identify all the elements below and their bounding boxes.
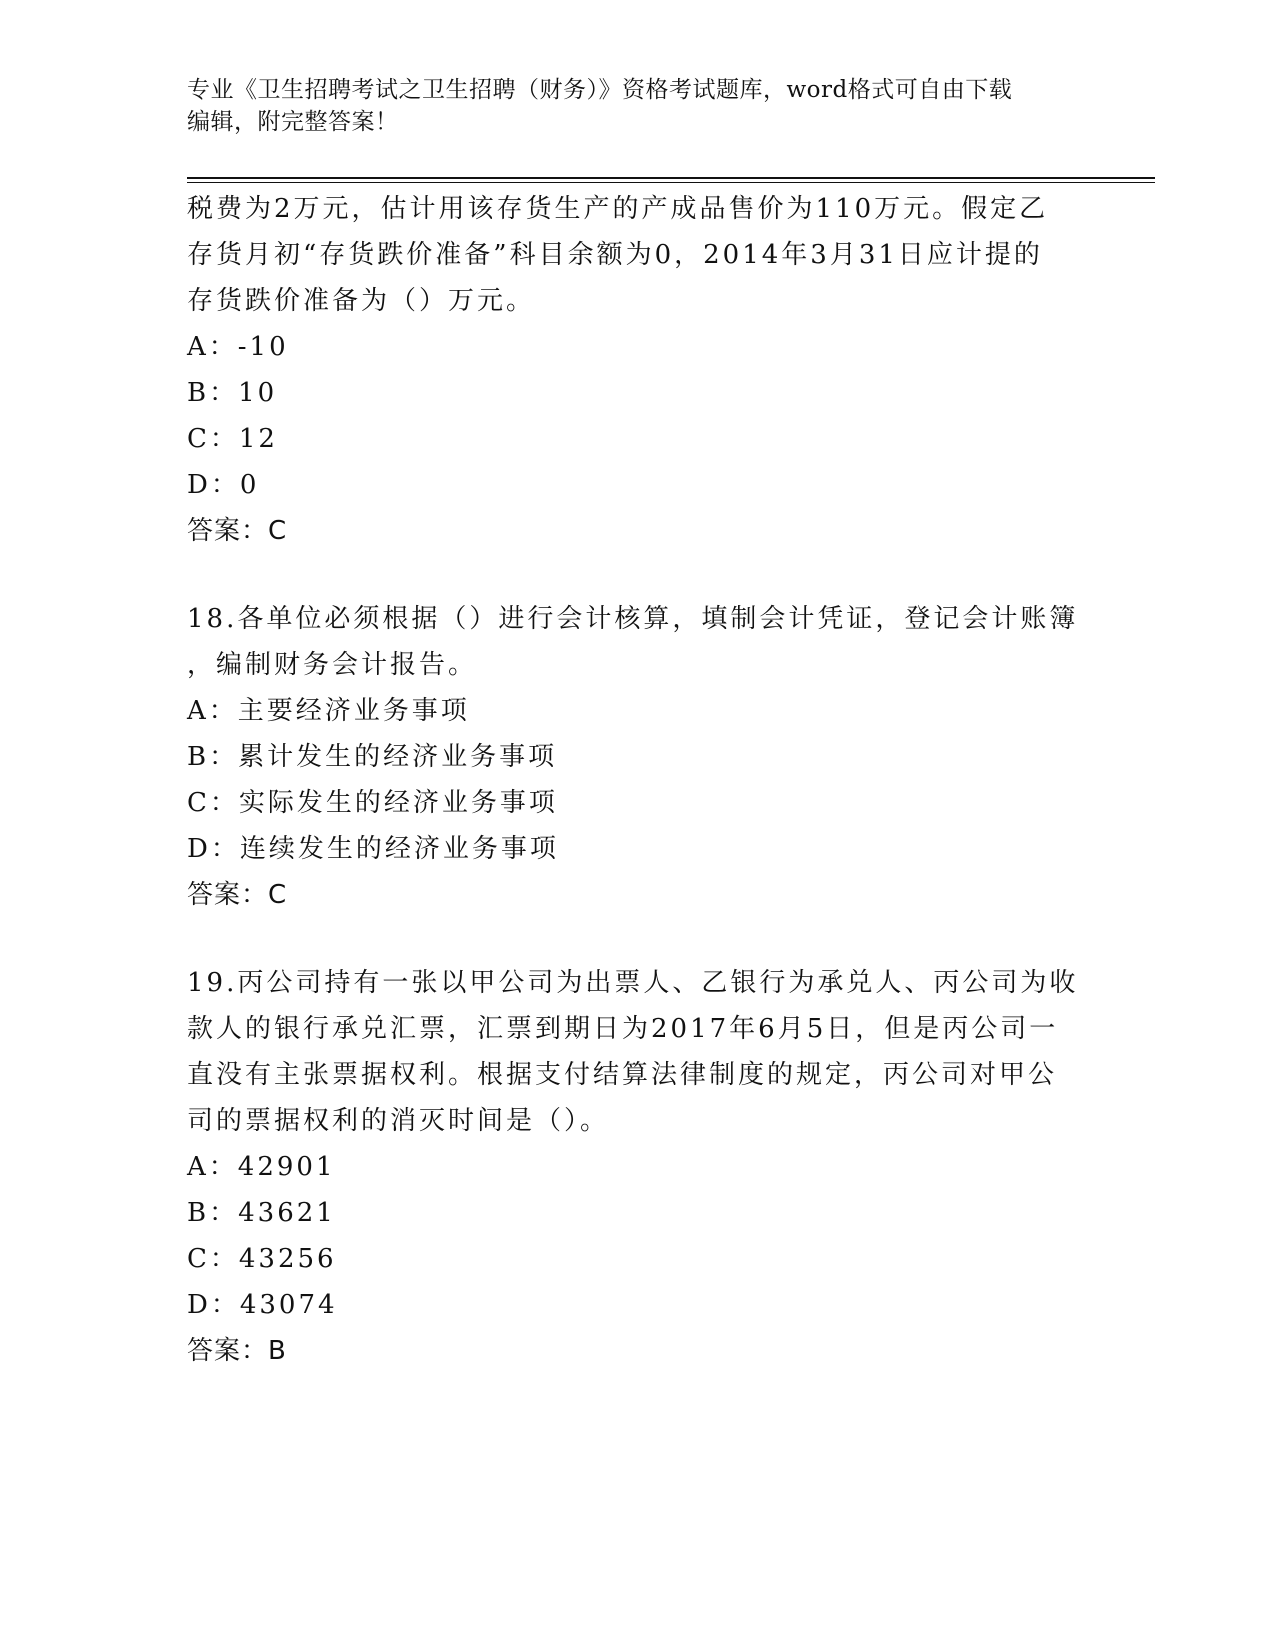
option-c: C：12 — [187, 424, 278, 454]
question-gap — [187, 554, 1087, 596]
question-stem-line: ，编制财务会计报告。 — [187, 650, 478, 680]
option-b: B：累计发生的经济业务事项 — [187, 742, 558, 772]
question-list — [187, 186, 1087, 1374]
question-stem-line: 19.丙公司持有一张以甲公司为出票人、乙银行为承兑人、丙公司为收 — [187, 968, 1079, 998]
option-d: D：43074 — [187, 1290, 338, 1320]
option-c: C：43256 — [187, 1244, 337, 1274]
question-stem-line: 直没有主张票据权利。根据支付结算法律制度的规定，丙公司对甲公 — [187, 1060, 1058, 1090]
question-stem-line: 司的票据权利的消灭时间是（）。 — [187, 1106, 610, 1136]
option-c: C：实际发生的经济业务事项 — [187, 788, 558, 818]
question-stem-line: 存货月初“存货跌价准备”科目余额为0，2014年3月31日应计提的 — [187, 240, 1043, 270]
option-b: B：43621 — [187, 1198, 336, 1228]
question-stem-line: 18.各单位必须根据（）进行会计核算，填制会计凭证，登记会计账簿 — [187, 604, 1079, 634]
option-a: A：主要经济业务事项 — [187, 696, 470, 726]
document-header — [187, 74, 1087, 138]
question-gap — [187, 918, 1087, 960]
question-stem-line: 款人的银行承兑汇票，汇票到期日为2017年6月5日，但是丙公司一 — [187, 1014, 1059, 1044]
question-19 — [187, 960, 1087, 1374]
option-d: D：连续发生的经济业务事项 — [187, 834, 559, 864]
question-17 — [187, 186, 1087, 554]
option-d: D：0 — [187, 470, 260, 500]
option-a: A：-10 — [187, 332, 289, 362]
answer-line: 答案：C — [187, 880, 288, 910]
option-b: B：10 — [187, 378, 278, 408]
question-stem-line: 存货跌价准备为（）万元。 — [187, 286, 536, 316]
answer-line: 答案：C — [187, 516, 288, 546]
header-divider — [187, 177, 1155, 183]
option-a: A：42901 — [187, 1152, 336, 1182]
answer-line: 答案：B — [187, 1336, 287, 1366]
header-line: 编辑，附完整答案！ — [187, 109, 399, 135]
question-stem-line: 税费为2万元，估计用该存货生产的产成品售价为110万元。假定乙 — [187, 194, 1049, 224]
question-18 — [187, 596, 1087, 918]
header-line: 专业《卫生招聘考试之卫生招聘（财务）》资格考试题库，word格式可自由下载 — [187, 77, 1013, 103]
